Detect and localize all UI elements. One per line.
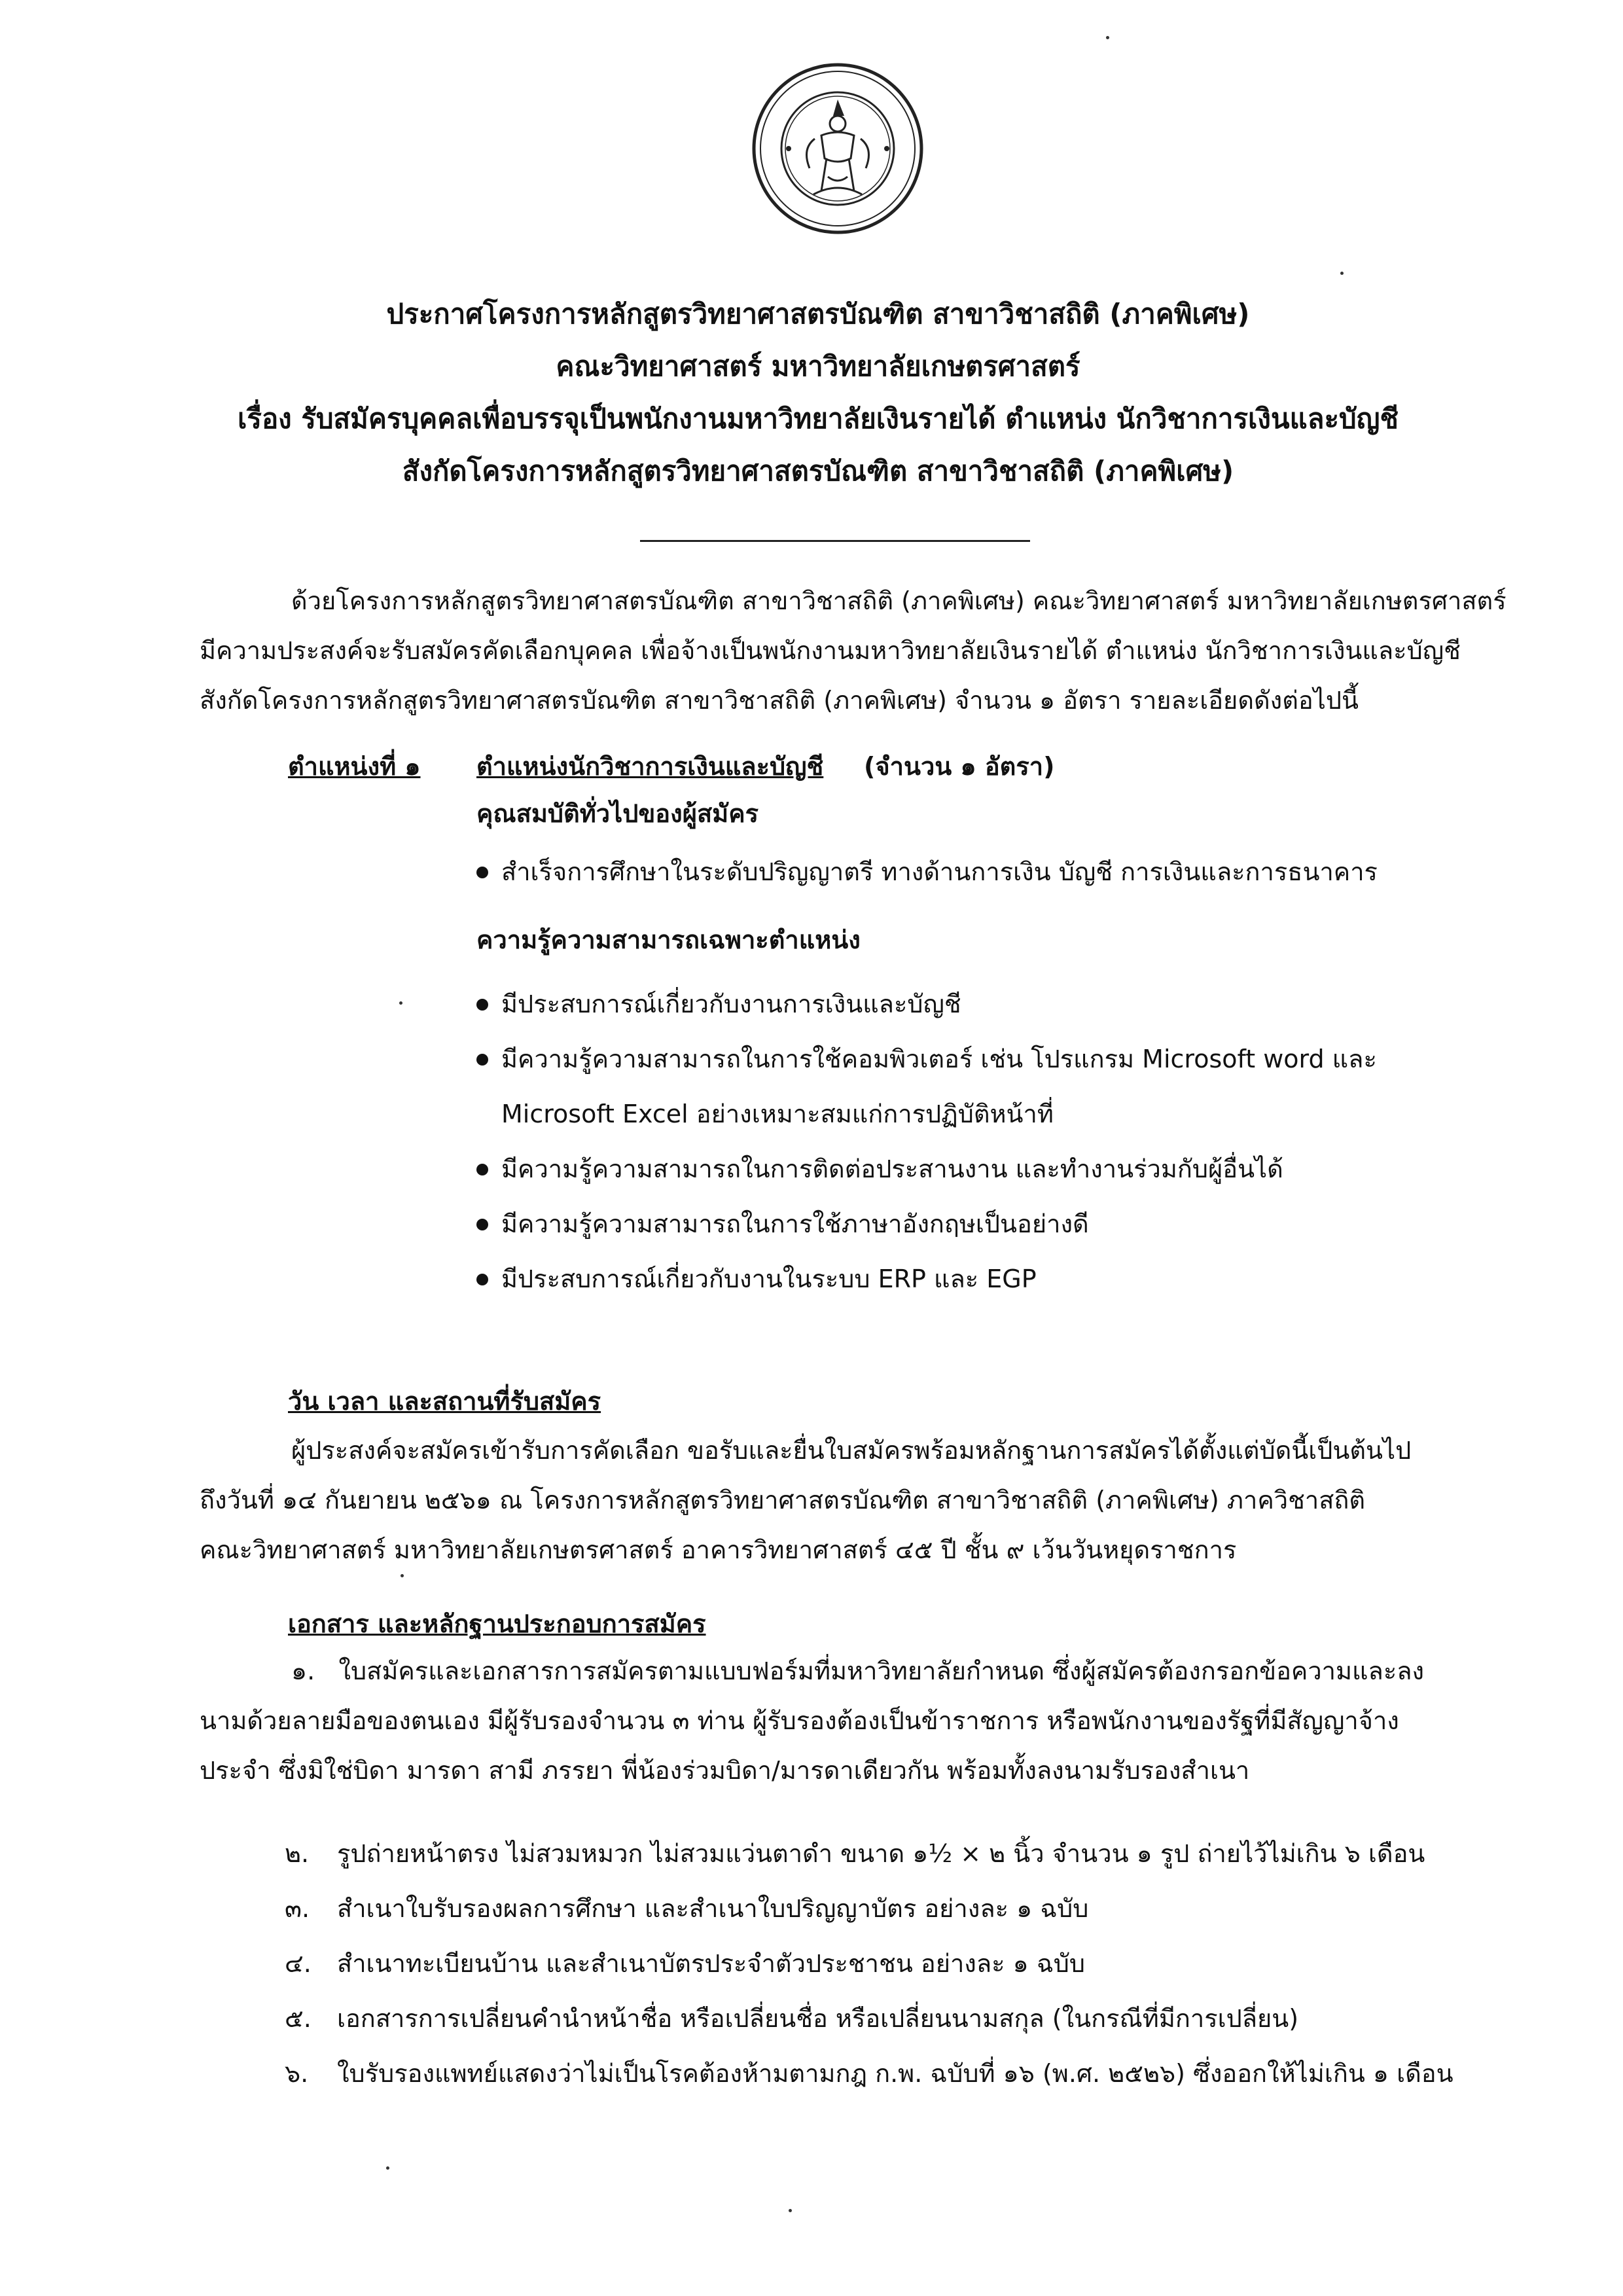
- position-label: ตำแหน่งที่ ๑: [288, 752, 421, 781]
- scan-speck: [401, 1574, 404, 1577]
- documents-item-1-line-1: ๑. ใบสมัครและเอกสารการสมัครตามแบบฟอร์มที่มหาวิทยาลัยกำหนด ซึ่งผู้สมัครต้องกรอกข้อความและลง: [291, 1657, 1425, 1685]
- position-title: ตำแหน่งนักวิชาการเงินและบัญชี: [476, 752, 824, 781]
- title-line-4: สังกัดโครงการหลักสูตรวิทยาศาสตรบัณฑิต สาขาวิชาสถิติ (ภาคพิเศษ): [402, 455, 1234, 487]
- bullet-icon: [476, 1219, 488, 1230]
- documents-item-1: [200, 1646, 1482, 1795]
- general-qualifications-list: [476, 844, 1484, 899]
- specific-skills-heading: ความรู้ความสามารถเฉพาะตำแหน่ง: [476, 925, 861, 954]
- intro-line-3: สังกัดโครงการหลักสูตรวิทยาศาสตรบัณฑิต สาขาวิชาสถิติ (ภาคพิเศษ) จำนวน ๑ อัตรา รายละเอียดดังต่อไปนี้: [200, 686, 1359, 715]
- scan-speck: [399, 1001, 402, 1005]
- list-item: ๔. สำเนาทะเบียนบ้าน และสำเนาบัตรประจำตัวประชาชน อย่างละ ๑ ฉบับ: [285, 1949, 1085, 1978]
- scan-speck: [1340, 272, 1344, 275]
- intro-line-1: ด้วยโครงการหลักสูตรวิทยาศาสตรบัณฑิต สาขาวิชาสถิติ (ภาคพิเศษ) คณะวิทยาศาสตร์ มหาวิทยาลัยเกษตรศาสตร์: [291, 586, 1507, 615]
- list-item: ๖. ใบรับรองแพทย์แสดงว่าไม่เป็นโรคต้องห้ามตามกฎ ก.พ. ฉบับที่ ๑๖ (พ.ศ. ๒๕๒๖) ซึ่งออกให้ไม่เกิน ๑ เดือน: [285, 2059, 1454, 2088]
- position-count: (จำนวน ๑ อัตรา): [864, 752, 1055, 781]
- schedule-paragraph: [200, 1426, 1482, 1575]
- list-item: มีความรู้ความสามารถในการใช้คอมพิวเตอร์ เช่น โปรแกรม Microsoft word และ: [476, 1031, 1484, 1086]
- list-item: มีประสบการณ์เกี่ยวกับงานในระบบ ERP และ EGP: [476, 1251, 1484, 1306]
- scan-speck: [789, 2209, 792, 2212]
- title-divider: [640, 540, 1030, 542]
- intro-line-2: มีความประสงค์จะรับสมัครคัดเลือกบุคคล เพื่อจ้างเป็นพนักงานมหาวิทยาลัยเงินรายได้ ตำแหน่ง นักวิชาการเงินและบัญชี: [200, 636, 1461, 665]
- list-item: มีความรู้ความสามารถในการใช้ภาษาอังกฤษเป็นอย่างดี: [476, 1196, 1484, 1251]
- university-seal-icon: [749, 60, 926, 237]
- schedule-line-2: ถึงวันที่ ๑๔ กันยายน ๒๕๖๑ ณ โครงการหลักสูตรวิทยาศาสตรบัณฑิต สาขาวิชาสถิติ (ภาคพิเศษ) ภาควิชาสถิติ: [200, 1486, 1366, 1515]
- bullet-icon: [476, 867, 488, 878]
- schedule-heading: วัน เวลา และสถานที่รับสมัคร: [288, 1387, 601, 1416]
- list-item-continuation: Microsoft Excel อย่างเหมาะสมแก่การปฏิบัติหน้าที่: [501, 1100, 1054, 1128]
- schedule-line-3: คณะวิทยาศาสตร์ มหาวิทยาลัยเกษตรศาสตร์ อาคารวิทยาศาสตร์ ๔๕ ปี ชั้น ๙ เว้นวันหยุดราชการ: [200, 1535, 1237, 1564]
- bullet-icon: [476, 1274, 488, 1285]
- documents-item-1-line-2: นามด้วยลายมือของตนเอง มีผู้รับรองจำนวน ๓ ท่าน ผู้รับรองต้องเป็นข้าราชการ หรือพนักงานของรัฐที่มีสัญญาจ้าง: [200, 1706, 1399, 1735]
- documents-heading: เอกสาร และหลักฐานประกอบการสมัคร: [288, 1609, 706, 1638]
- schedule-line-1: ผู้ประสงค์จะสมัครเข้ารับการคัดเลือก ขอรับและยื่นใบสมัครพร้อมหลักฐานการสมัครได้ตั้งแต่บัดนี้เป็นต้นไป: [291, 1436, 1412, 1465]
- title-line-2: คณะวิทยาศาสตร์ มหาวิทยาลัยเกษตรศาสตร์: [556, 350, 1080, 382]
- list-item: มีประสบการณ์เกี่ยวกับงานการเงินและบัญชี: [476, 977, 1484, 1031]
- list-item: มีความรู้ความสามารถในการติดต่อประสานงาน และทำงานร่วมกับผู้อื่นได้: [476, 1141, 1484, 1196]
- title-line-3: เรื่อง รับสมัครบุคคลเพื่อบรรจุเป็นพนักงานมหาวิทยาลัยเงินรายได้ ตำแหน่ง นักวิชาการเงินและบัญชี: [238, 403, 1399, 435]
- list-item: ๓. สำเนาใบรับรองผลการศึกษา และสำเนาใบปริญญาบัตร อย่างละ ๑ ฉบับ: [285, 1894, 1089, 1923]
- title-line-1: ประกาศโครงการหลักสูตรวิทยาศาสตรบัณฑิต สาขาวิชาสถิติ (ภาคพิเศษ): [386, 298, 1250, 330]
- bullet-icon: [476, 1164, 488, 1175]
- documents-list: [200, 1826, 1482, 2101]
- scan-speck: [1106, 36, 1109, 39]
- announcement-title: [164, 288, 1472, 497]
- documents-item-1-line-3: ประจำ ซึ่งมิใช่บิดา มารดา สามี ภรรยา พี่น้องร่วมบิดา/มารดาเดียวกัน พร้อมทั้งลงนามรับรองสำเนา: [200, 1756, 1250, 1785]
- intro-paragraph: [200, 576, 1507, 725]
- list-item: ๕. เอกสารการเปลี่ยนคำนำหน้าชื่อ หรือเปลี่ยนชื่อ หรือเปลี่ยนนามสกุล (ในกรณีที่มีการเปลี่ยน): [285, 2004, 1299, 2033]
- specific-skills-list: [476, 977, 1484, 1306]
- bullet-icon: [476, 999, 488, 1011]
- bullet-icon: [476, 1054, 488, 1066]
- general-qualifications-heading: คุณสมบัติทั่วไปของผู้สมัคร: [476, 799, 759, 828]
- list-item: สำเร็จการศึกษาในระดับปริญญาตรี ทางด้านการเงิน บัญชี การเงินและการธนาคาร: [476, 844, 1484, 899]
- scan-speck: [386, 2166, 389, 2170]
- list-item: ๒. รูปถ่ายหน้าตรง ไม่สวมหมวก ไม่สวมแว่นตาดำ ขนาด ๑½ × ๒ นิ้ว จำนวน ๑ รูป ถ่ายไว้ไม่เกิน ๖ เดือน: [285, 1839, 1425, 1868]
